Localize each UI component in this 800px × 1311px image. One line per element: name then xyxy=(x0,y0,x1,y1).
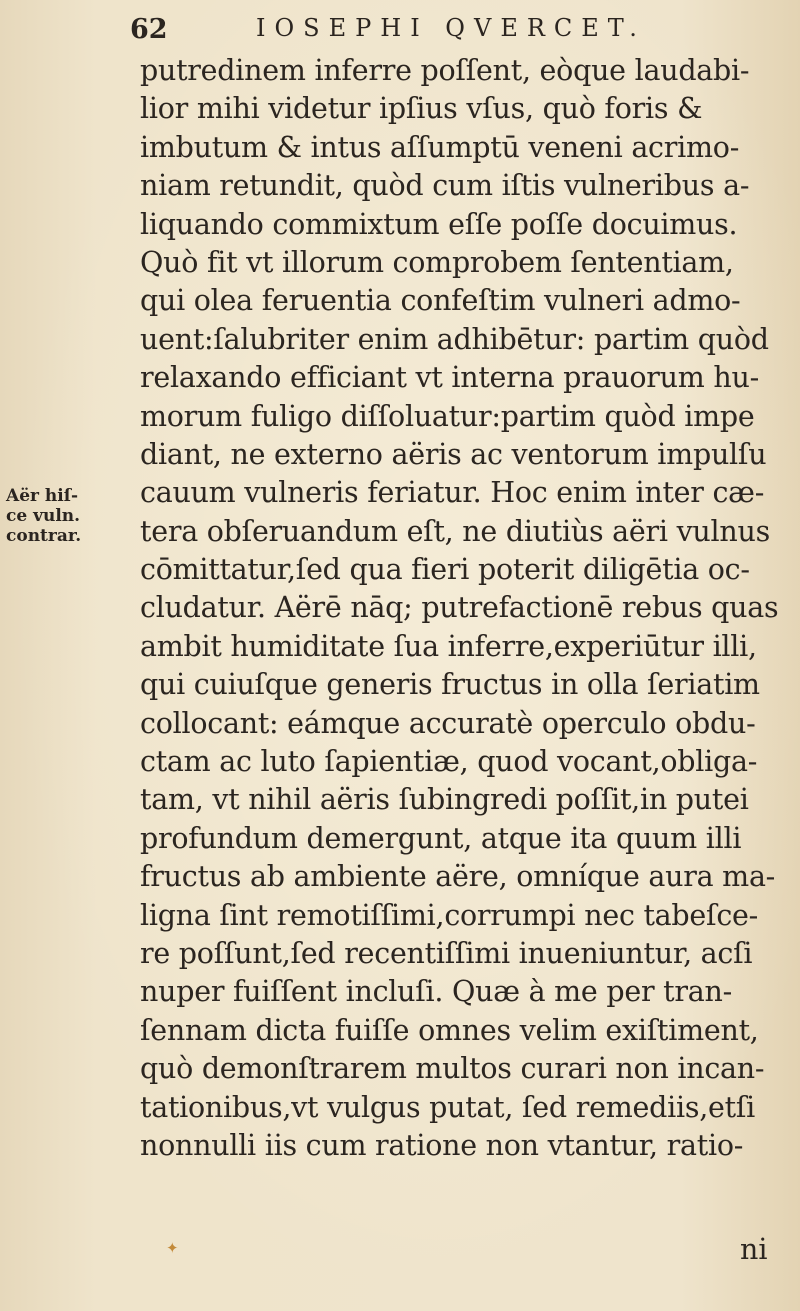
text-line: nuper fuiſſent incluſi. Quæ à me per tran- xyxy=(140,975,732,1009)
text-line: ctam ac luto ſapientiæ, quod vocant,obliga- xyxy=(140,745,758,779)
text-line: putredinem inferre poſſent, eòque laudabi- xyxy=(140,54,750,87)
page-header xyxy=(130,14,690,54)
text-line: ligna ſint remotiſſimi,corrumpi nec tabeſce- xyxy=(140,898,759,932)
catchword: ni xyxy=(740,1233,768,1266)
text-line: ambit humiditate ſua inferre,experiūtur illi, xyxy=(140,629,757,663)
body-text xyxy=(140,52,780,1165)
margin-note-line: Aër hiſ- xyxy=(6,486,79,506)
text-line: re poſſunt,ſed recentiſſimi inueniuntur, acſi xyxy=(140,936,753,970)
text-line: tera obſeruandum eſt, ne diutiùs aëri vulnus xyxy=(140,514,770,548)
text-line: niam retundit, quòd cum iſtis vulneribus a- xyxy=(140,169,750,203)
page-number: 62 xyxy=(130,14,168,45)
ink-spot-ornament: ✦ xyxy=(166,1239,179,1257)
margin-note-line: contrar. xyxy=(6,526,82,546)
text-line: liquando commixtum eſſe poſſe docuimus. xyxy=(140,207,738,241)
text-line: imbutum & intus aſſumptū veneni acrimo- xyxy=(140,130,740,164)
text-line: Quò fit vt illorum comprobem ſententiam, xyxy=(140,245,734,279)
running-head: IOSEPHI QVERCET. xyxy=(256,14,646,42)
margin-note xyxy=(6,486,131,546)
text-line: qui olea feruentia confeſtim vulneri admo- xyxy=(140,284,741,318)
text-line: cōmittatur,ſed qua fieri poterit diligētia oc- xyxy=(140,553,750,587)
text-line: uent:ſalubriter enim adhibētur: partim quòd xyxy=(140,322,769,356)
margin-note-line: ce vuln. xyxy=(6,506,81,526)
text-line: tationibus,vt vulgus putat, ſed remediis,etſi xyxy=(140,1090,755,1124)
text-line: cludatur. Aërē nāq; putrefactionē rebus quas xyxy=(140,591,779,625)
text-line: cauum vulneris feriatur. Hoc enim inter cæ- xyxy=(140,476,765,510)
text-line: collocant: eámque accuratè operculo obdu- xyxy=(140,706,756,740)
text-line: quò demonſtrarem multos curari non incan- xyxy=(140,1052,765,1086)
text-line: profundum demergunt, atque ita quum illi xyxy=(140,821,742,855)
text-line: diant, ne externo aëris ac ventorum impulſu xyxy=(140,437,767,471)
text-line: qui cuiuſque generis fructus in olla ſeriatim xyxy=(140,668,760,702)
text-line: relaxando efficiant vt interna prauorum hu- xyxy=(140,361,759,395)
text-line: nonnulli iis cum ratione non vtantur, ratio- xyxy=(140,1128,744,1162)
text-line: tam, vt nihil aëris ſubingredi poſſit,in putei xyxy=(140,783,749,817)
text-line: morum fuligo diſſoluatur:partim quòd impe xyxy=(140,399,755,433)
text-line: ſennam dicta fuiſſe omnes velim exiſtiment, xyxy=(140,1013,759,1047)
text-line: fructus ab ambiente aëre, omníque aura ma- xyxy=(140,860,776,894)
text-line: lior mihi videtur ipſius vſus, quò foris & xyxy=(140,92,703,126)
